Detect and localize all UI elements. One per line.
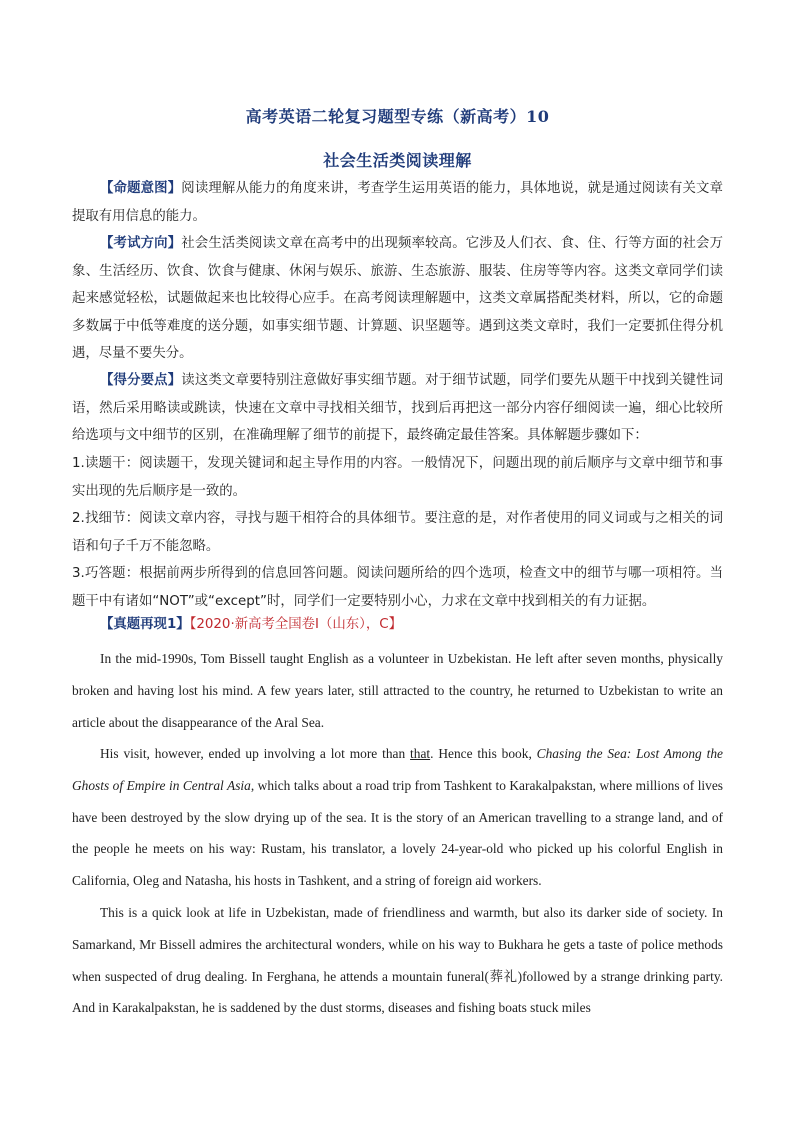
p2-underlined-word: that bbox=[410, 746, 431, 761]
passage-paragraph-2 bbox=[72, 738, 723, 897]
tips-paragraph bbox=[72, 367, 723, 450]
tips-label: 【得分要点】 bbox=[100, 373, 182, 388]
page-title: 高考英语二轮复习题型专练（新高考）10 bbox=[245, 107, 550, 126]
intent-label: 【命题意图】 bbox=[100, 181, 182, 196]
passage-paragraph-3: This is a quick look at life in Uzbekistan, made of friendliness and warmth, but also its darker side of society. In Samarkand, Mr Bissell admires the architectural wonders, while on his way to Bukhara he gets a taste of police methods when suspected of drug dealing. In Ferghana, he attends a mountain funeral(葬礼)followed by a strange drinking party. And in Karakalpakstan, he is saddened by the dust storms, diseases and fishing boats stuck miles bbox=[72, 905, 723, 1016]
example-source: 【2020·新高考全国卷Ⅰ（山东），C】 bbox=[189, 617, 402, 632]
intent-text: 阅读理解从能力的角度来讲，考查学生运用英语的能力，具体地说，就是通过阅读有关文章提取有用信息的能力。 bbox=[72, 181, 723, 224]
step-2: 2.找细节：阅读文章内容，寻找与题干相符合的具体细节。要注意的是，对作者使用的同义词或与之相关的词语和句子千万不能忽略。 bbox=[72, 511, 723, 554]
book-title: Chasing the Sea: Lost Among the Ghosts of Empire in Central Asia bbox=[72, 746, 723, 793]
passage-paragraph-1: In the mid-1990s, Tom Bissell taught English as a volunteer in Uzbekistan. He left after seven months, physically broken and having lost his mind. A few years later, still attracted to the country, he returned to Uzbekistan to write an article about the disappearance of the Aral Sea. bbox=[72, 651, 723, 730]
example-heading bbox=[72, 611, 723, 639]
tips-text: 读这类文章要特别注意做好事实细节题。对于细节试题，同学们要先从题干中找到关键性词语，然后采用略读或跳读，快速在文章中寻找相关细节，找到后再把这一部分内容仔细阅读一遍，细心比较所给选项与文中细节的区别，在准确理解了细节的前提下，最终确定最佳答案。具体解题步骤如下： bbox=[72, 373, 723, 443]
step-3: 3.巧答题：根据前两步所得到的信息回答问题。阅读问题所给的四个选项，检查文中的细节与哪一项相符。当题干中有诸如“NOT”或“except”时，同学们一定要特别小心，力求在文章中找到相关的有力证据。 bbox=[72, 566, 723, 609]
p2-text-a: His visit, however, ended up involving a lot more than bbox=[100, 746, 411, 761]
step-1: 1.读题干：阅读题干，发现关键词和起主导作用的内容。一般情况下，问题出现的前后顺序与文章中细节和事实出现的先后顺序是一致的。 bbox=[72, 456, 723, 499]
page-subtitle: 社会生活类阅读理解 bbox=[323, 151, 472, 170]
p2-text-b: . Hence this book, bbox=[430, 746, 537, 761]
example-label: 【真题再现1】 bbox=[100, 617, 190, 632]
direction-paragraph bbox=[72, 230, 723, 368]
p2-text-c: , which talks about a road trip from Tashkent to Karakalpakstan, where millions of lives have been destroyed by the slow drying up of the sea. It is the story of an American travelling to a strange land, and of the people he meets on his way: Rustam, his translator, a lovely 24-year-old who picked up his colorful English in California, Oleg and Natasha, his hosts in Tashkent, and a string of foreign aid workers. bbox=[72, 777, 723, 889]
direction-label: 【考试方向】 bbox=[100, 236, 182, 251]
intent-paragraph bbox=[72, 175, 723, 230]
direction-text: 社会生活类阅读文章在高考中的出现频率较高。它涉及人们衣、食、住、行等方面的社会万象、生活经历、饮食、饮食与健康、休闲与娱乐、旅游、生态旅游、服装、住房等等内容。这类文章同学们读起来感觉轻松，试题做起来也比较得心应手。在高考阅读理解题中，这类文章属搭配类材料，所以，它的命题多数属于中低等难度的送分题，如事实细节题、计算题、识坚题等。遇到这类文章时，我们一定要抓住得分机遇，尽量不要失分。 bbox=[72, 236, 723, 361]
